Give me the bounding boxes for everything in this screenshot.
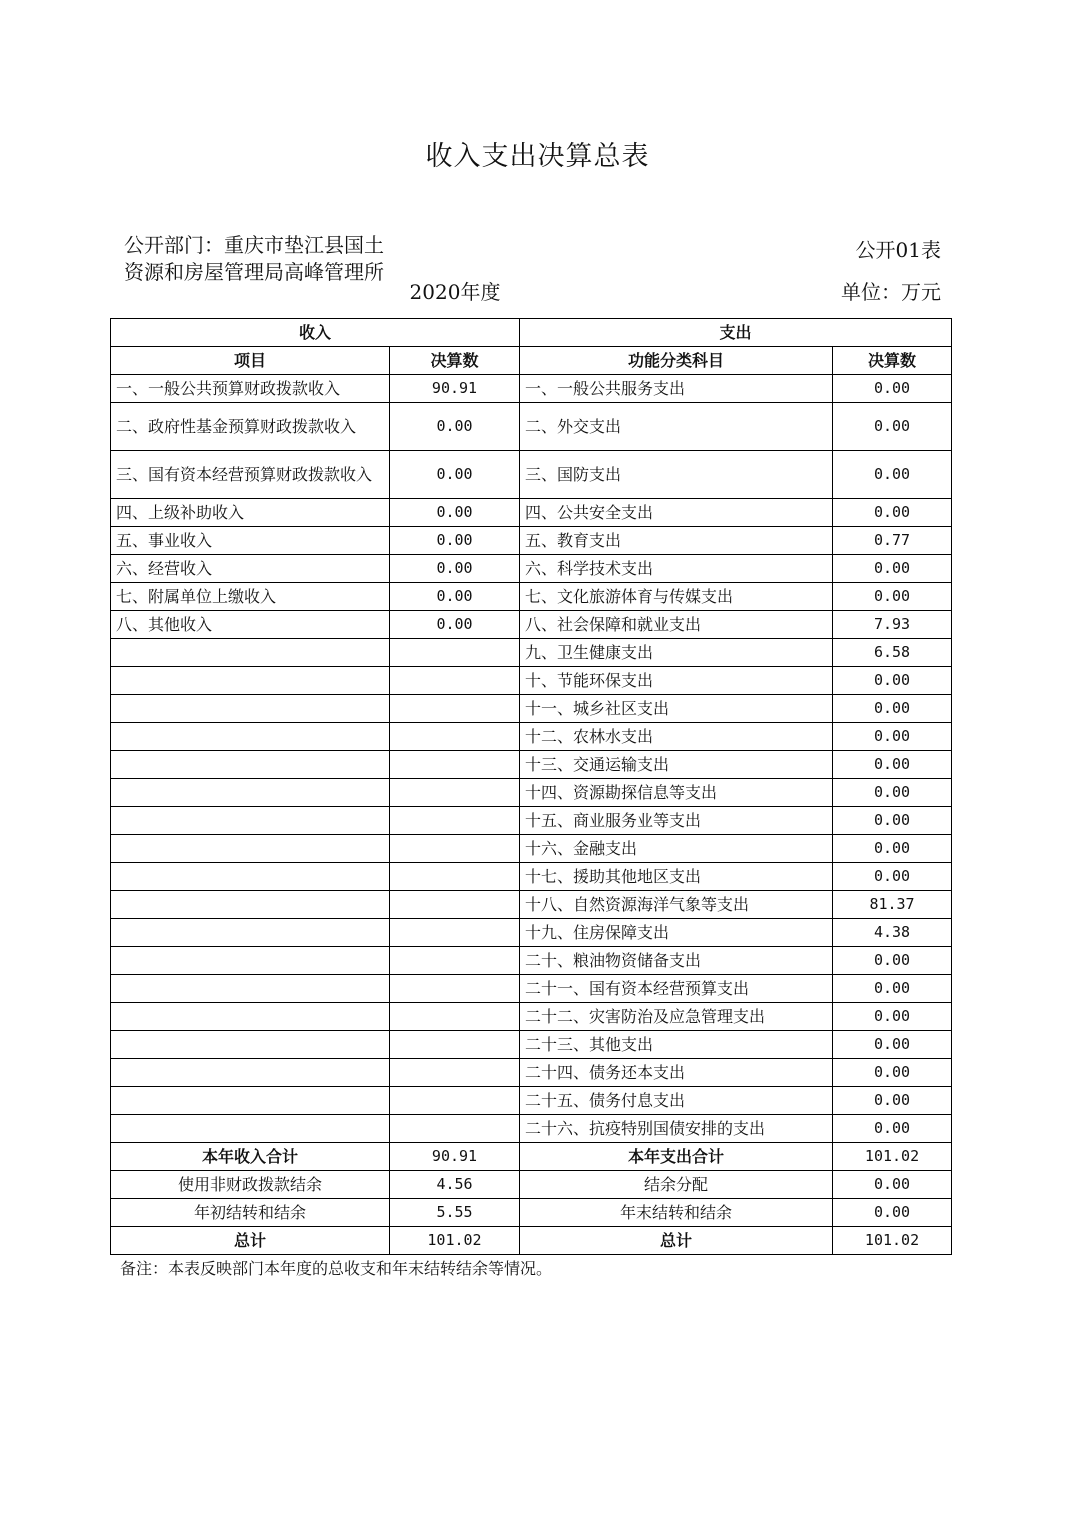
income-item-value [390,779,520,807]
income-item-value [390,639,520,667]
income-item-label [111,863,390,891]
income-header: 收入 [111,319,520,347]
expenditure-item-value: 0.00 [833,403,952,451]
expenditure-item-label: 十四、资源勘探信息等支出 [520,779,833,807]
income-item-label [111,835,390,863]
expenditure-item-value: 0.00 [833,947,952,975]
unit-label: 单位：万元 [841,280,941,304]
income-item-label [111,1003,390,1031]
table-row [111,807,952,835]
expenditure-item-value: 0.00 [833,695,952,723]
expenditure-item-value: 7.93 [833,611,952,639]
income-item-value [390,807,520,835]
income-item-label [111,975,390,1003]
summary-expenditure-label: 本年支出合计 [520,1143,833,1171]
income-item-value [390,695,520,723]
table-row [111,1087,952,1115]
expenditure-item-label: 二十、粮油物资储备支出 [520,947,833,975]
table-row [111,975,952,1003]
income-expenditure-table [110,318,952,1255]
fiscal-year: 2020年度 [409,280,501,304]
summary-income-label: 使用非财政拨款结余 [111,1171,390,1199]
income-item-value [390,723,520,751]
expenditure-item-label: 二十一、国有资本经营预算支出 [520,975,833,1003]
income-item-label [111,639,390,667]
expenditure-item-label: 八、社会保障和就业支出 [520,611,833,639]
income-item-value [390,947,520,975]
summary-row [111,1227,952,1255]
summary-expenditure-label: 年末结转和结余 [520,1199,833,1227]
income-item-label: 三、国有资本经营预算财政拨款收入 [111,451,390,499]
income-item-label: 六、经营收入 [111,555,390,583]
income-item-value [390,835,520,863]
summary-income-value: 5.55 [390,1199,520,1227]
summary-expenditure-value: 101.02 [833,1227,952,1255]
income-item-value: 0.00 [390,451,520,499]
income-item-label [111,695,390,723]
income-item-label: 五、事业收入 [111,527,390,555]
expenditure-item-label: 十五、商业服务业等支出 [520,807,833,835]
expenditure-item-value: 0.00 [833,583,952,611]
income-amount-column-header: 决算数 [390,347,520,375]
table-row [111,555,952,583]
expenditure-item-label: 二十四、债务还本支出 [520,1059,833,1087]
expenditure-item-value: 0.00 [833,1115,952,1143]
expenditure-item-label: 六、科学技术支出 [520,555,833,583]
expenditure-item-value: 0.00 [833,499,952,527]
expenditure-item-value: 0.00 [833,451,952,499]
expenditure-item-value: 0.00 [833,723,952,751]
income-item-label [111,1115,390,1143]
summary-income-label: 年初结转和结余 [111,1199,390,1227]
income-item-value [390,975,520,1003]
item-column-header: 项目 [111,347,390,375]
table-row [111,639,952,667]
expenditure-item-label: 十九、住房保障支出 [520,919,833,947]
expenditure-item-label: 十三、交通运输支出 [520,751,833,779]
table-row [111,723,952,751]
income-item-label [111,751,390,779]
income-item-value: 0.00 [390,583,520,611]
expenditure-item-value: 81.37 [833,891,952,919]
summary-expenditure-value: 0.00 [833,1199,952,1227]
income-item-value [390,863,520,891]
expenditure-item-label: 十二、农林水支出 [520,723,833,751]
expenditure-item-value: 0.00 [833,375,952,403]
expenditure-item-label: 十七、援助其他地区支出 [520,863,833,891]
table-row [111,451,952,499]
income-item-value [390,919,520,947]
expenditure-item-label: 二、外交支出 [520,403,833,451]
income-item-label: 四、上级补助收入 [111,499,390,527]
table-row [111,919,952,947]
table-row [111,375,952,403]
expenditure-item-value: 0.00 [833,555,952,583]
expenditure-item-label: 一、一般公共服务支出 [520,375,833,403]
summary-row [111,1143,952,1171]
expenditure-item-label: 十八、自然资源海洋气象等支出 [520,891,833,919]
expenditure-item-value: 0.00 [833,667,952,695]
income-item-label [111,947,390,975]
income-item-label [111,1031,390,1059]
expenditure-item-label: 五、教育支出 [520,527,833,555]
expenditure-item-label: 二十二、灾害防治及应急管理支出 [520,1003,833,1031]
table-row [111,751,952,779]
income-item-value [390,1031,520,1059]
income-item-value [390,1059,520,1087]
expenditure-item-value: 0.00 [833,835,952,863]
expenditure-item-value: 6.58 [833,639,952,667]
income-item-label [111,891,390,919]
column-header-row [111,347,952,375]
income-item-value [390,1003,520,1031]
income-item-value: 90.91 [390,375,520,403]
summary-expenditure-label: 总计 [520,1227,833,1255]
income-item-value: 0.00 [390,555,520,583]
summary-expenditure-label: 结余分配 [520,1171,833,1199]
page-title: 收入支出决算总表 [425,141,650,172]
expenditure-item-label: 十一、城乡社区支出 [520,695,833,723]
expenditure-header: 支出 [520,319,952,347]
function-item-column-header: 功能分类科目 [520,347,833,375]
table-row [111,863,952,891]
summary-row [111,1199,952,1227]
expenditure-item-label: 九、卫生健康支出 [520,639,833,667]
form-number: 公开01表 [855,238,941,262]
section-header-row [111,319,952,347]
summary-expenditure-value: 101.02 [833,1143,952,1171]
expenditure-item-label: 四、公共安全支出 [520,499,833,527]
expenditure-item-value: 4.38 [833,919,952,947]
expenditure-item-label: 二十三、其他支出 [520,1031,833,1059]
table-row [111,1003,952,1031]
table-row [111,1115,952,1143]
income-item-value [390,1087,520,1115]
expenditure-item-value: 0.00 [833,751,952,779]
footnote: 备注：本表反映部门本年度的总收支和年末结转结余等情况。 [120,1259,553,1278]
income-item-value: 0.00 [390,527,520,555]
income-item-label [111,779,390,807]
income-item-value [390,667,520,695]
table-row [111,583,952,611]
income-item-label [111,1087,390,1115]
income-item-label [111,723,390,751]
expenditure-item-value: 0.00 [833,807,952,835]
income-item-label: 八、其他收入 [111,611,390,639]
table-row [111,947,952,975]
income-item-value: 0.00 [390,403,520,451]
summary-income-value: 4.56 [390,1171,520,1199]
table-row [111,527,952,555]
income-item-label [111,1059,390,1087]
expenditure-item-value: 0.00 [833,1031,952,1059]
expenditure-amount-column-header: 决算数 [833,347,952,375]
income-item-label: 二、政府性基金预算财政拨款收入 [111,403,390,451]
income-item-value [390,1115,520,1143]
expenditure-item-label: 十、节能环保支出 [520,667,833,695]
table-row [111,611,952,639]
table-row [111,499,952,527]
expenditure-item-label: 二十五、债务付息支出 [520,1087,833,1115]
income-item-label [111,667,390,695]
expenditure-item-value: 0.00 [833,1003,952,1031]
income-item-label [111,919,390,947]
table-row [111,695,952,723]
income-item-label [111,807,390,835]
summary-row [111,1171,952,1199]
expenditure-item-label: 三、国防支出 [520,451,833,499]
expenditure-item-value: 0.77 [833,527,952,555]
expenditure-item-value: 0.00 [833,1087,952,1115]
expenditure-item-value: 0.00 [833,779,952,807]
table-row [111,667,952,695]
expenditure-item-label: 二十六、抗疫特别国债安排的支出 [520,1115,833,1143]
table-row [111,835,952,863]
summary-income-value: 101.02 [390,1227,520,1255]
table-row [111,779,952,807]
expenditure-item-value: 0.00 [833,863,952,891]
expenditure-item-label: 七、文化旅游体育与传媒支出 [520,583,833,611]
summary-expenditure-value: 0.00 [833,1171,952,1199]
income-item-value: 0.00 [390,499,520,527]
table-row [111,1059,952,1087]
table-row [111,891,952,919]
summary-income-label: 本年收入合计 [111,1143,390,1171]
income-item-value [390,891,520,919]
table-row [111,403,952,451]
table-row [111,1031,952,1059]
expenditure-item-value: 0.00 [833,1059,952,1087]
summary-income-label: 总计 [111,1227,390,1255]
income-item-label: 七、附属单位上缴收入 [111,583,390,611]
department-label: 公开部门：重庆市垫江县国土资源和房屋管理局高峰管理所 [124,233,384,284]
income-item-label: 一、一般公共预算财政拨款收入 [111,375,390,403]
income-item-value [390,751,520,779]
expenditure-item-label: 十六、金融支出 [520,835,833,863]
income-item-value: 0.00 [390,611,520,639]
summary-income-value: 90.91 [390,1143,520,1171]
expenditure-item-value: 0.00 [833,975,952,1003]
